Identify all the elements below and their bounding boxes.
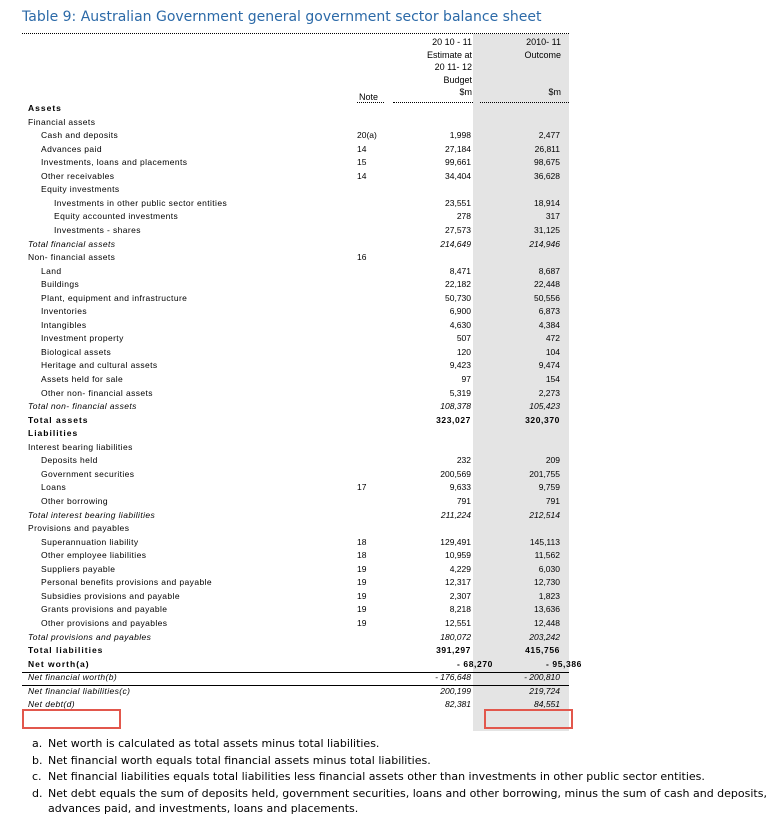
estimate-header-line: 20 10 - 11 [432, 37, 472, 47]
row-note: 18 [357, 536, 367, 547]
row-outcome-value: 212,514 [529, 509, 560, 520]
row-outcome-value: 22,448 [534, 279, 560, 290]
row-estimate-value: 12,551 [445, 617, 471, 628]
row-estimate-value: 278 [456, 211, 471, 222]
row-label: Assets [28, 103, 62, 113]
row-note: 19 [357, 617, 367, 628]
row-estimate-value: 9,633 [449, 482, 471, 493]
table-row [0, 618, 769, 632]
table-row [0, 198, 769, 212]
outcome-header-line: $m [548, 87, 561, 97]
row-label: Biological assets [41, 346, 112, 357]
table-row [0, 374, 769, 388]
row-outcome-value: 9,759 [538, 482, 560, 493]
table-row [0, 537, 769, 551]
row-label: Personal benefits provisions and payable [41, 577, 212, 588]
row-label: Assets held for sale [41, 374, 124, 384]
row-label: Total interest bearing liabilities [28, 509, 156, 520]
row-estimate-value: 34,404 [445, 170, 471, 181]
row-label: Buildings [41, 279, 80, 290]
row-label: Net financial worth(b) [28, 672, 118, 683]
row-label: Total provisions and payables [28, 631, 152, 642]
row-note: 19 [357, 604, 367, 615]
row-estimate-value: 97 [461, 374, 471, 384]
table-row [0, 686, 769, 700]
table-row [0, 266, 769, 280]
row-label: Government securities [41, 468, 135, 479]
row-estimate-value: 23,551 [445, 197, 471, 208]
row-label: Equity investments [41, 184, 120, 195]
table-row [0, 577, 769, 591]
row-estimate-value: 1,998 [449, 130, 471, 141]
row-estimate-value: 82,381 [445, 699, 471, 710]
table-row [0, 442, 769, 456]
row-estimate-value: 232 [456, 455, 471, 466]
row-outcome-value: 317 [545, 211, 560, 222]
table-row [0, 672, 769, 686]
row-label: Total liabilities [28, 645, 104, 655]
row-label: Land [41, 265, 62, 276]
row-label: Intangibles [41, 319, 87, 330]
table-row [0, 415, 769, 429]
row-outcome-value: 1,823 [538, 590, 560, 601]
row-label: Liabilities [28, 428, 79, 439]
table-row [0, 645, 769, 659]
row-outcome-value: 12,730 [534, 577, 560, 588]
row-estimate-value: 323,027 [436, 414, 471, 425]
row-outcome-value: 104 [545, 346, 560, 357]
row-outcome-value: 18,914 [534, 197, 560, 208]
table-row [0, 496, 769, 510]
estimate-header-line: Estimate at [426, 49, 472, 60]
table-row [0, 428, 769, 442]
row-outcome-value: 84,551 [534, 699, 560, 710]
row-label: Superannuation liability [41, 536, 139, 547]
table-row [0, 347, 769, 361]
table-row [0, 469, 769, 483]
row-label: Investments, loans and placements [41, 157, 188, 168]
net-debt-label-highlight [22, 709, 121, 729]
row-estimate-value: 8,218 [449, 604, 471, 615]
row-label: Total financial assets [28, 238, 116, 249]
table-row [0, 482, 769, 496]
row-outcome-value: 6,873 [538, 306, 560, 317]
row-outcome-value: 36,628 [534, 170, 560, 181]
row-label: Interest bearing liabilities [28, 441, 133, 452]
row-label: Net financial liabilities(c) [28, 685, 131, 696]
row-estimate-value: 6,900 [449, 306, 471, 317]
outcome-header-line: 2010- 11 [526, 37, 561, 47]
row-estimate-value: 791 [456, 496, 471, 506]
estimate-header-line: $m [459, 87, 472, 97]
row-note: 19 [357, 577, 367, 588]
row-estimate-value: 507 [456, 333, 471, 344]
row-outcome-value: 154 [545, 374, 560, 384]
table-row [0, 171, 769, 185]
table-row [0, 211, 769, 225]
row-label: Grants provisions and payable [41, 604, 168, 615]
table-row [0, 117, 769, 131]
row-estimate-value: 5,319 [449, 387, 471, 398]
row-estimate-value: 27,184 [445, 143, 471, 154]
footnote-text: Net debt equals the sum of deposits held, government securities, loans and other borrowing, minus the sum of cash and deposits, advances paid, and investments, loans and placements. [48, 787, 767, 815]
row-outcome-value: 98,675 [534, 157, 560, 168]
footnote-text: Net financial worth equals total financial assets minus total liabilities. [48, 754, 431, 767]
row-outcome-value: - 200,810 [524, 672, 560, 683]
row-outcome-value: 12,448 [534, 617, 560, 628]
table-row [0, 591, 769, 605]
table-row [0, 279, 769, 293]
row-outcome-value: 320,370 [525, 414, 560, 425]
footnote-key: a. [32, 737, 43, 750]
row-label: Loans [41, 482, 67, 493]
footnote-text: Net worth is calculated as total assets minus total liabilities. [48, 737, 380, 750]
row-outcome-value: 50,556 [534, 292, 560, 303]
row-outcome-value: 31,125 [534, 224, 560, 235]
row-label: Total assets [28, 414, 89, 425]
row-estimate-value: 120 [456, 346, 471, 357]
row-outcome-value: 203,242 [529, 631, 560, 642]
row-note: 15 [357, 157, 367, 168]
row-outcome-value: 2,273 [538, 387, 560, 398]
footnote-key: c. [32, 770, 42, 783]
row-label: Provisions and payables [28, 523, 130, 533]
row-estimate-value: 10,959 [445, 550, 471, 561]
row-estimate-value: 108,378 [440, 401, 471, 412]
row-label: Other non- financial assets [41, 387, 153, 398]
row-outcome-value: 4,384 [538, 319, 560, 330]
row-label: Investments - shares [54, 224, 141, 235]
row-estimate-value: 12,317 [445, 577, 471, 588]
table-row [0, 184, 769, 198]
table-row [0, 510, 769, 524]
table-row [0, 239, 769, 253]
row-outcome-value: 415,756 [525, 645, 560, 655]
row-estimate-value: 129,491 [440, 536, 471, 547]
table-row [0, 604, 769, 618]
row-outcome-value: 214,946 [529, 238, 560, 249]
table-title: Table 9: Australian Government general government sector balance sheet [22, 9, 542, 25]
table-row [0, 564, 769, 578]
row-estimate-value: 2,307 [449, 590, 471, 601]
row-label: Suppliers payable [41, 563, 116, 574]
footnote [32, 753, 767, 768]
table-row [0, 103, 769, 117]
outcome-header-line: Outcome [524, 49, 561, 60]
row-label: Other borrowing [41, 496, 108, 506]
row-label: Cash and deposits [41, 130, 119, 141]
estimate-header-line: 20 11- 12 [434, 62, 472, 72]
table-row [0, 306, 769, 320]
footnote-key: d. [32, 787, 43, 800]
row-label: Financial assets [28, 116, 96, 127]
net-debt-value-highlight [484, 709, 573, 729]
table-row [0, 144, 769, 158]
table-row [0, 632, 769, 646]
row-estimate-value: 200,199 [440, 685, 471, 696]
table-row [0, 252, 769, 266]
footnote [32, 769, 767, 784]
row-estimate-value: 214,649 [440, 238, 471, 249]
row-outcome-value: 201,755 [529, 468, 560, 479]
table-row [0, 550, 769, 564]
row-outcome-value: 791 [545, 496, 560, 506]
row-estimate-value: 180,072 [440, 631, 471, 642]
estimate-column-header [427, 36, 472, 99]
row-note: 17 [357, 482, 367, 493]
table-row [0, 320, 769, 334]
row-label: Subsidies provisions and payable [41, 590, 180, 601]
row-label: Total non- financial assets [28, 401, 137, 412]
footnote-text: Net financial liabilities equals total liabilities less financial assets other than investments in other public sector entities. [48, 770, 705, 783]
row-note: 14 [357, 170, 367, 181]
row-outcome-value: 26,811 [534, 143, 560, 154]
row-estimate-value: 9,423 [449, 360, 471, 371]
row-outcome-value: 472 [545, 333, 560, 344]
row-note: 19 [357, 563, 367, 574]
note-column-header: Note [359, 92, 379, 102]
table-row [0, 360, 769, 374]
row-outcome-value: 9,474 [538, 360, 560, 371]
row-label: Equity accounted investments [54, 211, 179, 222]
table-row [0, 388, 769, 402]
row-label: Other employee liabilities [41, 550, 147, 561]
table-row [0, 455, 769, 469]
row-estimate-value: 200,569 [440, 468, 471, 479]
row-label: Other receivables [41, 170, 115, 181]
row-outcome-value: 6,030 [538, 563, 560, 574]
footnote [32, 786, 767, 816]
row-estimate-value: 22,182 [445, 279, 471, 290]
row-outcome-value: 105,423 [529, 401, 560, 412]
row-estimate-value: 99,661 [445, 157, 471, 168]
row-outcome-value: 219,724 [529, 685, 560, 696]
row-note: 16 [357, 252, 367, 263]
row-label: Net worth(a) [28, 658, 90, 669]
row-estimate-value: 27,573 [445, 224, 471, 235]
table-row [0, 157, 769, 171]
row-outcome-value: 209 [545, 455, 560, 466]
row-note: 18 [357, 550, 367, 561]
row-outcome-value: 2,477 [538, 130, 560, 141]
row-label: Plant, equipment and infrastructure [41, 292, 188, 303]
estimate-header-line: Budget [443, 74, 472, 85]
table-row [22, 658, 582, 674]
row-note: 20(a) [357, 130, 377, 141]
row-estimate-value: 8,471 [449, 265, 471, 276]
outcome-column-header [524, 36, 561, 99]
footnote [32, 736, 767, 751]
row-label: Heritage and cultural assets [41, 360, 158, 371]
row-estimate-value: 4,630 [449, 319, 471, 330]
row-estimate-value: - 68,270 [457, 658, 493, 669]
row-note: 19 [357, 590, 367, 601]
row-outcome-value: 11,562 [534, 550, 560, 561]
row-outcome-value: 13,636 [534, 604, 560, 615]
row-outcome-value: 145,113 [529, 536, 560, 547]
row-label: Investment property [41, 333, 124, 344]
table-row [0, 401, 769, 415]
row-estimate-value: 391,297 [436, 645, 471, 655]
table-row [0, 130, 769, 144]
row-estimate-value: 211,224 [440, 509, 471, 520]
row-outcome-value: - 95,386 [546, 658, 582, 669]
row-note: 14 [357, 143, 367, 154]
row-label: Other provisions and payables [41, 617, 168, 628]
net-worth-separator [22, 685, 569, 686]
table-row [0, 333, 769, 347]
row-label: Inventories [41, 306, 87, 317]
table-row [0, 293, 769, 307]
row-label: Deposits held [41, 455, 98, 466]
row-label: Advances paid [41, 143, 102, 154]
row-label: Investments in other public sector entities [54, 197, 228, 208]
row-outcome-value: 8,687 [538, 265, 560, 276]
footnote-key: b. [32, 754, 43, 767]
table-row [0, 523, 769, 537]
row-estimate-value: - 176,648 [435, 672, 471, 683]
table-row [0, 225, 769, 239]
row-estimate-value: 50,730 [445, 292, 471, 303]
row-label: Net debt(d) [28, 699, 75, 710]
row-label: Non- financial assets [28, 252, 116, 263]
row-estimate-value: 4,229 [449, 563, 471, 574]
